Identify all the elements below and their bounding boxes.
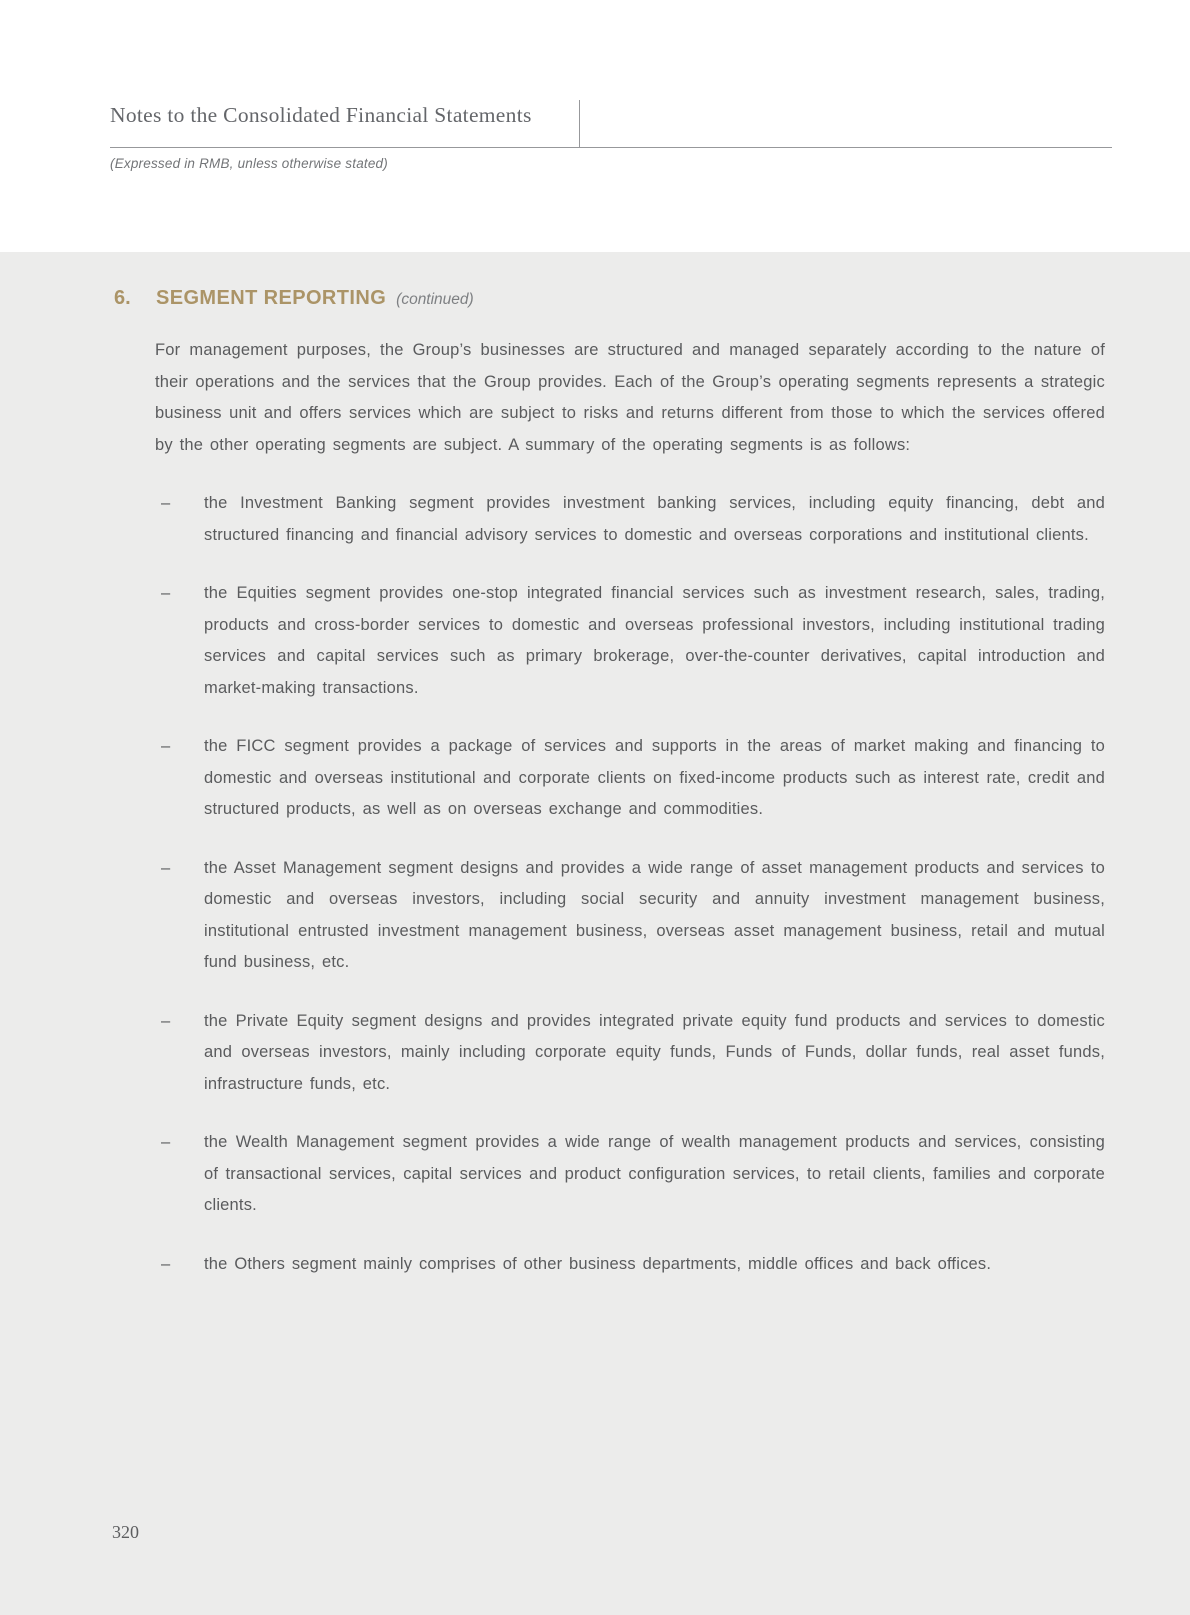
list-item-text: the Wealth Management segment provides a wide range of wealth management products and services, consisting of transactional services, capital services and product configuration services, to retail clients, families and corporate clients.	[204, 1133, 1105, 1214]
dash-marker: –	[161, 858, 171, 877]
list-item	[155, 488, 1105, 551]
dash-marker: –	[161, 1133, 171, 1151]
list-item-text: the FICC segment provides a package of services and supports in the areas of market making and financing to domestic and overseas institutional and corporate clients on fixed-income products such as interest rate, credit and structured products, as well as on overseas exchange and commodities.	[204, 737, 1105, 818]
dash-marker: –	[161, 1254, 171, 1273]
document-title: Notes to the Consolidated Financial Statements	[110, 103, 532, 127]
list-item-text: the Asset Management segment designs and provides a wide range of asset management products and services to domestic and overseas investors, including social security and annuity investment management business, institutional entrusted investment management business, overseas asset management business, retail and mutual fund business, etc.	[204, 858, 1105, 971]
content-background	[0, 252, 1190, 1615]
list-item	[155, 578, 1105, 704]
dash-marker: –	[161, 737, 171, 755]
dash-marker: –	[161, 494, 171, 512]
section-number: 6.	[114, 287, 131, 309]
section-title: SEGMENT REPORTING	[156, 287, 387, 309]
document-subtitle: (Expressed in RMB, unless otherwise stated)	[110, 156, 388, 171]
intro-paragraph: For management purposes, the Group’s businesses are structured and managed separately according to the nature of their operations and the services that the Group provides. Each of the Group’s operating segments represents a strategic business unit and offers services which are subject to risks and returns different from those to which the services offered by the other operating segments are subject. A summary of the operating segments is as follows:	[155, 341, 1105, 454]
list-item	[155, 1249, 1105, 1281]
dash-marker: –	[161, 584, 171, 602]
list-item	[155, 731, 1105, 826]
segment-list	[155, 488, 1105, 1280]
list-item-text: the Investment Banking segment provides investment banking services, including equity financing, debt and structured financing and financial advisory services to domestic and overseas corporations and institutional clients.	[204, 494, 1105, 544]
section-heading	[114, 285, 1105, 313]
list-item-text: the Others segment mainly comprises of other business departments, middle offices and back offices.	[204, 1254, 992, 1273]
list-item	[155, 1006, 1105, 1101]
section-continued-label: (continued)	[396, 291, 474, 308]
list-item-text: the Equities segment provides one-stop integrated financial services such as investment research, sales, trading, products and cross-border services to domestic and overseas professional investors, including institutional trading services and capital services such as primary brokerage, over-the-counter derivatives, capital introduction and market-making transactions.	[204, 584, 1105, 697]
section-content	[0, 252, 1190, 1280]
page-number: 320	[112, 1522, 139, 1542]
list-item	[155, 1127, 1105, 1222]
header-horizontal-rule	[110, 147, 1112, 148]
list-item-text: the Private Equity segment designs and provides integrated private equity fund products and services to domestic and overseas investors, mainly including corporate equity funds, Funds of Funds, dollar funds, real asset funds, infrastructure funds, etc.	[204, 1011, 1105, 1093]
list-item	[155, 853, 1105, 979]
dash-marker: –	[161, 1011, 171, 1030]
header-vertical-divider	[579, 100, 580, 147]
